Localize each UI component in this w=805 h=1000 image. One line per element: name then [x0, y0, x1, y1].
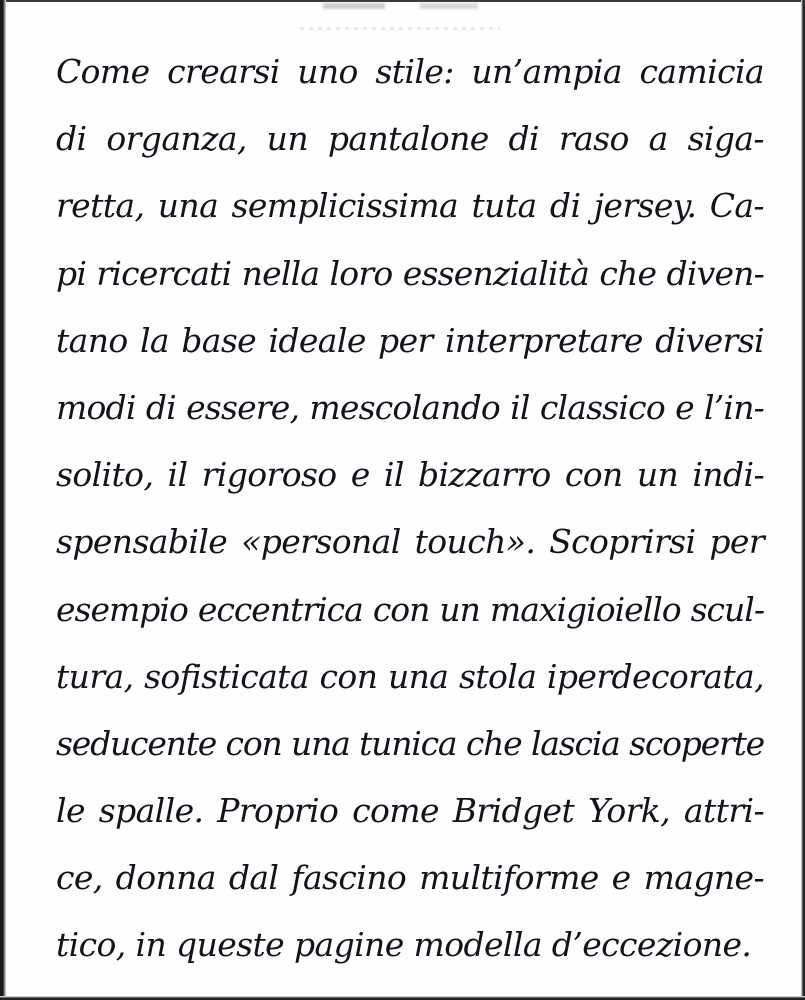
paragraph-line-6: modi di essere, mescolando il classico e l’in- [56, 387, 764, 427]
paragraph-line-11: seducente con una tunica che lascia scoperte [56, 723, 764, 763]
scan-edge-top [0, 0, 805, 2]
paragraph-line-14: tico, in queste pagine modella d’eccezione. [56, 925, 752, 965]
paragraph-line-4: pi ricercati nella loro essenzialità che diven- [56, 253, 764, 293]
paragraph-line-7: solito, il rigoroso e il bizzarro con un indi- [56, 455, 764, 495]
paragraph-line-9: esempio eccentrica con un maxigioiello scul- [56, 589, 764, 629]
article-paragraph [56, 38, 764, 979]
scan-smudge [300, 27, 500, 30]
paragraph-line-5: tano la base ideale per interpretare diversi [56, 320, 764, 360]
paragraph-line-12: le spalle. Proprio come Bridget York, attri- [56, 791, 764, 831]
paragraph-line-13: ce, donna dal fascino multiforme e magne- [56, 858, 764, 898]
paragraph-line-10: tura, sofisticata con una stola iperdecorata, [56, 656, 764, 696]
scan-smudge [420, 3, 478, 9]
scan-edge-right [801, 0, 805, 1000]
scan-edge-left [0, 0, 6, 1000]
paragraph-line-3: retta, una semplicissima tuta di jersey. Ca- [56, 186, 764, 226]
paragraph-line-2: di organza, un pantalone di raso a siga- [56, 119, 764, 159]
paragraph-line-1: Come crearsi uno stile: un’ampia camicia [56, 52, 764, 91]
scan-smudge [323, 3, 385, 9]
scan-edge-bottom [0, 996, 805, 1000]
paragraph-line-8: spensabile «personal touch». Scoprirsi per [56, 522, 764, 562]
